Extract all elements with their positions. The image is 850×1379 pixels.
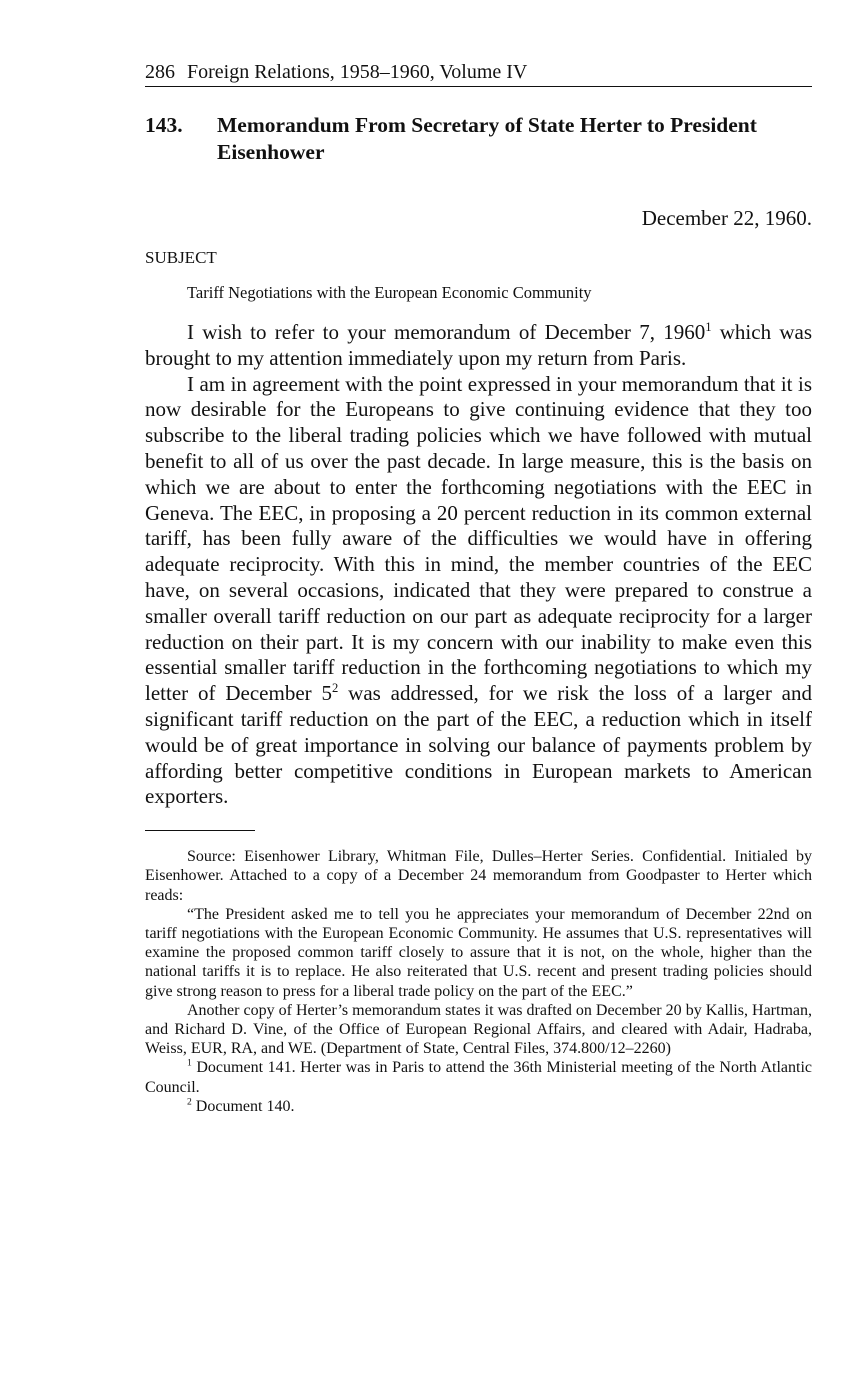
document-page (145, 58, 812, 1116)
footnote-ref-2: 2 (332, 681, 339, 696)
footnote-ref-1: 1 (705, 320, 712, 334)
footnote-2: $^2$ Document 140. (187, 1096, 295, 1115)
page-number: 286 (145, 61, 175, 83)
footnote-1: $^1$ Document 141. Herter was in Paris to attend the 36th Ministerial meeting of the North Atlantic Council. (145, 1058, 812, 1096)
subject-text: Tariff Negotiations with the European Economic Community (187, 283, 592, 302)
drafting-note: Another copy of Herter’s memorandum states it was drafted on December 20 by Kallis, Hartman, and Richard D. Vine, of the Office of European Regional Affairs, and cleared with Adair, Hadraba, Weiss, EUR, RA, and WE. (Department of State, Central Files, 374.800/12–2260) (145, 1001, 812, 1058)
quoted-memorandum: “The President asked me to tell you he appreciates your memorandum of December 22nd on tariff negotiations with the European Economic Community. He assumes that U.S. representatives will examine the proposed common tariff closely to assure that it is not, on the whole, higher than the national tariffs it is to replace. He also reiterated that U.S. recent and present trading policies should give strong reason to press for a liberal trade policy on the part of the EEC.” (145, 905, 812, 1000)
body-paragraph: I wish to refer to your memorandum of December 7, 1960$^1$ which was brought to my attention immediately upon my return from Paris. (145, 320, 812, 370)
body-paragraph: I am in agreement with the point expressed in your memorandum that it is now desirable for the Europeans to give continuing evidence that they too subscribe to the liberal trading policies which we have followed with mutual benefit to all of us over the past decade. In large measure, this is the basis on which we are about to enter the forthcoming negotiations with the EEC in Geneva. The EEC, in proposing a 20 percent reduction in its common external tariff, has been fully aware of the difficulties we would have in offering adequate reciprocity. With this in mind, the member countries of the EEC have, on several occasions, indicated that they were prepared to construe a smaller overall tariff reduction on our part as adequate reciprocity for a larger reduction on their part. It is my concern with our inability to make even this essential smaller tariff reduction in the forthcoming negotiations to which my letter of December $5^2$ was addressed, for we risk the loss of a larger and significant tariff reduction on the part of the EEC, a reduction which in itself would be of great importance in solving our balance of payments problem by affording better competitive conditions in European markets to American exporters. (145, 371, 812, 809)
memorandum-body (145, 320, 812, 810)
document-number: 143. (145, 113, 183, 137)
footnote-divider (145, 830, 255, 831)
running-header (145, 58, 812, 87)
document-date: December 22, 1960. (641, 206, 812, 230)
source-note: Source: Eisenhower Library, Whitman File, Dulles–Herter Series. Confidential. Initialed by Eisenhower. Attached to a copy of a December 24 memorandum from Goodpaster to Herter which reads: (145, 848, 812, 904)
footnotes (145, 847, 812, 1116)
document-title: Memorandum From Secretary of State Herter to President Eisenhower (217, 113, 757, 164)
subject-label: SUBJECT (145, 248, 217, 267)
document-heading (145, 112, 812, 166)
volume-title: Foreign Relations, 1958–1960, Volume IV (187, 61, 528, 83)
